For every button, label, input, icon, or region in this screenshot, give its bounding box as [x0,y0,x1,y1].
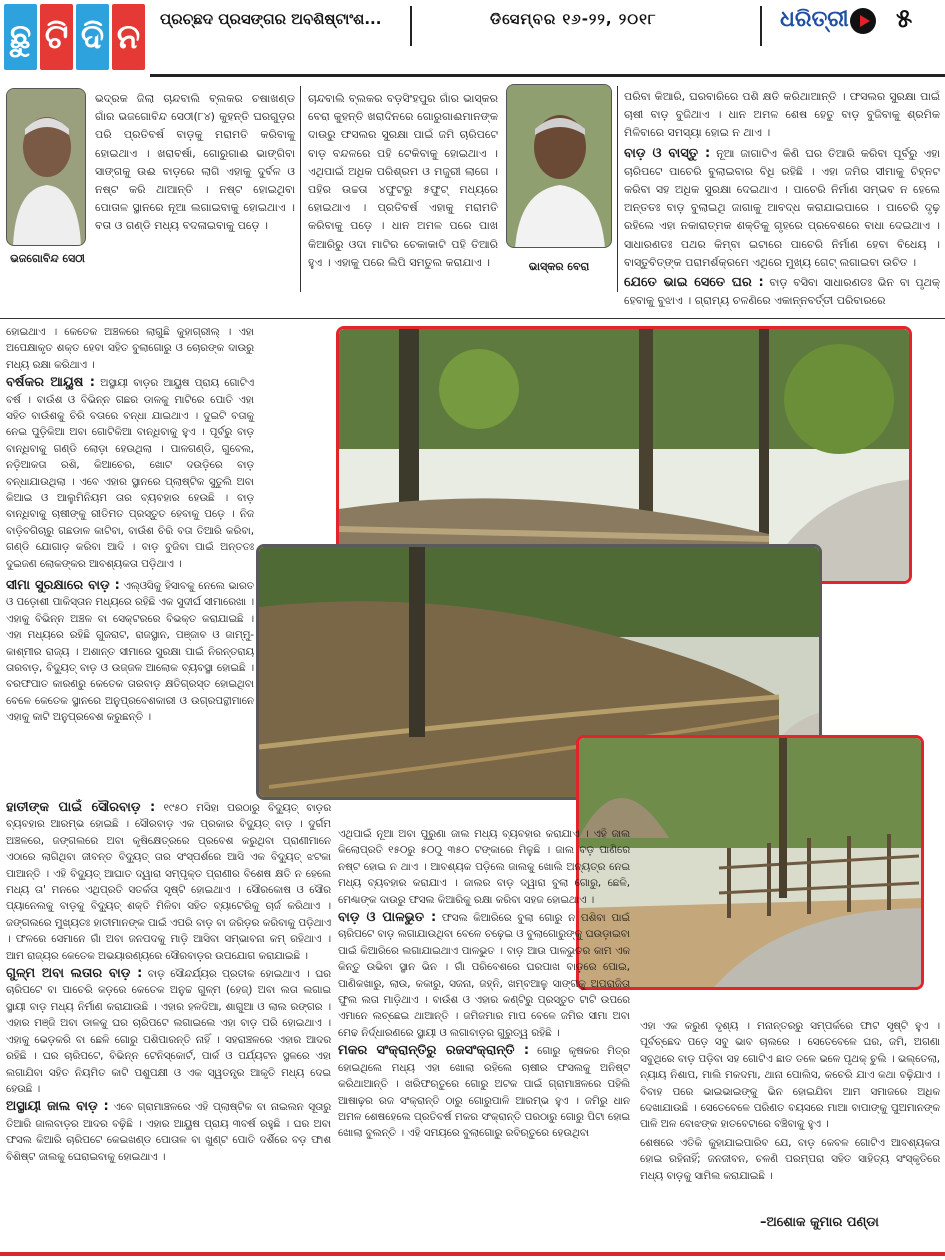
paragraph: ଗୋରୁ କୃଷକର ମିତ୍ର ହୋଇଥିଲେ ମଧ୍ୟ ଏହା ଖୋଲା ରହିଲେ ଚାଷୀର ଫସଲକୁ ଅନିଷ୍ଟ କରିଥାଆନ୍ତି । ଖରିଫଋତୁରେ ଗୋରୁ ଅଟକ ପାଇଁ ଗ୍ରାମାଞ୍ଚଳରେ ପହିଲି ଆଷାଢ଼ର ରଜ ସଂକ୍ରାନ୍ତି ଠାରୁ ଗୋରୁପାଳି ଆରମ୍ଭ ହୁଏ । ଜମିରୁ ଧାନ ଅମଳ ଶେଷହେଲେ ପ୍ରତିବର୍ଷ ମକର ସଂକ୍ରାନ୍ତି ପରଠାରୁ ଗୋରୁ ପିଟା ହୋଇ ଖୋଲା ବୁଲନ୍ତି । ଏହି ସମୟରେ ବୁଲାଗୋରୁ ରବିଋତୁରେ ହେଉଥିବା [338,1045,630,1140]
paragraph: ଭଦ୍ରକ ଜିଲା ଚାନ୍ଦବାଲି ବ୍ଲକର ଚଷାଖଣ୍ଡ ଗାଁର ଭଜଗୋବିନ୍ଦ ସେଠୀ(୮୪) କୁହନ୍ତି ଘରଗୁଡ଼ର ପରି ପ୍ରତିବର୍ଷ ବାଡ଼କୁ ମରାମତି କରିବାକୁ ହୋଇଥାଏ । ଖରାବର୍ଷା, ଗୋରୁଗାଈ ଭାଙ୍ଗିବା ସାଙ୍ଗକୁ ଉଈ ବାଡ଼ରେ ଲାଗି ଏହାକୁ ଦୁର୍ବଳ ଓ ନଷ୍ଟ କରି ଥାଆନ୍ତି । ନଷ୍ଟ ହୋଇଥିବା ପୋତାଳ ସ୍ଥାନରେ ନୂଆ ଲଗାଇବାକୁ ହୋଇଥାଏ । ବତା ଓ ଗଣ୍ଡି ମଧ୍ୟ ବଦଳାଇବାକୁ ପଡ଼େ । [95,92,295,233]
section-title: ପ୍ରଚ୍ଛଦ ପ୍ରସଙ୍ଗର ଅବଶିଷ୍ଟାଂଶ... [160,10,382,28]
article-column [6,578,254,728]
brand-tile: ଦି [76,4,109,70]
header-rule [150,74,945,77]
paragraph: ବାଡ଼ ବସିବା ସାଧାରଣତଃ ଭିନ ବା ପୃଥକ୍ ହେବାକୁ ବୁଝାଏ । ଗ୍ରାମ୍ୟ ଚଳଣିରେ ଏକାନ୍ନବର୍ତ୍ତୀ ପରିବାରରେ [624,276,940,308]
interview-text [308,90,498,274]
paragraph: ନୂଆ ଜାଗାଟିଏ କିଣି ଘର ତିଆରି କରିବା ପୂର୍ବରୁ ଏହା ଚାରିପଟେ ପାଚେରି ବୁଲାଇବାର ବିଧି ରହିଛି । ଏହା ଜମିର ସୀମାକୁ ଚିହ୍ନଟ କରିବା ସହ ଅଧିକ ସୁରକ୍ଷା ଦେଇଥାଏ । ପାଚେରି ନିର୍ମାଣ ସମ୍ଭବ ନ ହେଲେ ଅନ୍ତତଃ ବାଡ଼ ବୁଲାଇଥି ଜାଗାକୁ ଆବଦ୍ଧ କରାଯାଇପାରେ । ପାଚେରି ଦୃଢ଼ ରହିଲେ ଏହା ନକାରାତ୍ମକ ଶକ୍ତିକୁ ଗୃହରେ ପ୍ରବେଶରେ ବାଧା ଦେଇଥାଏ । ସାଧାରଣତଃ ପଥର କିମ୍ବା ଇଟାରେ ପାଚେରି ନିର୍ମାଣ ହେବା ବିଧେୟ । ବାସ୍ତୁବିତ୍ଙ୍କ ପରାମର୍ଶକ୍ରମେ ଏଥିରେ ମୁଖ୍ୟ ଗେଟ୍ ଲଗାଇବା ଉଚିତ । [624,146,941,269]
subhead: ଗୁଳ୍ମ ଅବା ଲତାର ବାଡ଼ : [6,966,143,982]
brand-tile: ଟି [40,4,73,70]
paragraph: ଏହା ଏକ କରୁଣ ଦୃଶ୍ୟ । ମନାନ୍ତରରୁ ସମ୍ପର୍କରେ ଫାଟ ସୃଷ୍ଟି ହୁଏ । ପୂର୍ବଚ୍ଛେଦ ପଡ଼େ ସବୁ ଭାବ ଚାଲରେ । ସେତେବେଳେ ଘର, ଜମି, ଅଗଣା ସବୁଥିରେ ବାଡ଼ ପଡ଼ିବା ସହ ଗୋଟିଏ ଛାତ ତଳେ ଭଳେ ପୃଥକ୍ ଚୁଲି । ଭଲ୍ତେଲା, ନ୍ୟାୟ ନିଶାପ, ମାଲି ମକଦମା, ଥାନା ପୋଲିସ, କଚେରି ଯାଏ କଥା ବଢ଼ିଯାଏ । ବିବାହ ପରେ ଭାଇଭାଇଙ୍କୁ ଭିନ ହୋଇଯିବା ଆମ ସମାଜରେ ଅଧିକ ଦେଖାଯାଉଛି । ସେତେବେଳେ ପରିଣତ ବୟସରେ ମାଆ ବାପାଙ୍କୁ ପୁଅମାନଙ୍କ ପାଳି ଅଳ ବୋଝଙ୍କ ହାତବେଟାରେ ବଞ୍ଚିବାକୁ ହୁଏ । [640,1020,940,1131]
brand-tile: ନ [112,4,145,70]
subhead: ବାଡ଼ ଓ ବାସ୍ତୁ : [624,145,711,161]
paragraph: ପରିବା କିଆରି, ଘରବାରିରେ ପଶି କ୍ଷତି କରିଥାଆନ୍ତି । ଫସଲର ସୁରକ୍ଷା ପାଇଁ ଚାଷୀ ବାଡ଼ ବୁଜିଥାଏ । ଧାନ ଅମଳ ଶେଷ ହେତୁ ବାଡ଼ ବୁଜିବାକୁ ଶ୍ରମିକ ମିଳିବାରେ ସମସ୍ୟା ହୋଇ ନ ଥାଏ । [624,90,940,140]
divider [410,6,412,46]
article-column [624,88,940,312]
paragraph: ଏଥିପାଇଁ ନୂଆ ଅବା ପୁରୁଣା ଜାଲ ମଧ୍ୟ ବ୍ୟବହାର କରାଯାଏ । ଏହି ଜାଲ କିଲୋପ୍ରତି ୧୫୦ରୁ ୫୦୦ୁ ୩୫୦ ଟଙ୍କାରେ ମିଳୁଛି । ଜାଲ ବଡ଼ ପାଣିରେ ନଷ୍ଟ ହୋଇ ନ ଥାଏ । ଆବଶ୍ୟକ ପଡ଼ିଲେ ଜାଲକୁ ଖୋଲି ଅନ୍ୟତ୍ର ନେଇ ମଧ୍ୟ ବ୍ୟବହାର କରାଯାଏ । ଜାଲର ବାଡ଼ ଦ୍ୱାରା ବୁଲା ଗୋରୁ, ଛେଳି, ମେଣ୍ଢାଙ୍କ ଦାଉରୁ ଫସଲ କିଆରିକୁ ରକ୍ଷା କରିବା ସହଜ ହୋଇଥାଏ । [338,828,630,906]
paragraph: ଫସଲ କିଆରିରେ ବୁଲା ଗୋରୁ ନ ପଶିବା ପାଇଁ ଚାରିପଟେ ବାଡ଼ ଲଗାଯାଉଥିବା ବେଳେ ଚଢ଼େଇ ଓ ବୁଲାଗୋରୁଙ୍କୁ ଘଉଡ଼ାଇବା ପାଇଁ କିଆରିରେ ଲଗାଯାଇଥାଏ ପାଳଭୁତ । ବାଡ଼ ଆଉ ପାଳଭୁତର କାମ ଏକ କିନ୍ତୁ ଉଭିବା ସ୍ଥାନ ଭିନ । ଗାଁ ପରିବେଶରେ ଘରପାଖ ବାଡ଼ରେ ପୋଇ, ପାଣିକଖାରୁ, ଲାଉ, କକାରୁ, ସଜନା, ଜହ୍ନି, ଖମ୍ବଆଳୁ ସାଙ୍ଗକୁ ଅପରାଜିତା ଫୁଲ ଲତା ମାଡ଼ିଥାଏ । ବାଉଁଶ ଓ ଏହାର କଣ୍ଟିରୁ ପ୍ରସ୍ତୁତ ଟାଟି ଉପରେ ଏମାନେ ଲଚ୍ଛେଇ ଥାଆନ୍ତି । ଜମିଜମାର ମାପ ବେଳେ ଜମିର ସୀମା ଅବା ମେଢ ନିର୍ଦ୍ଧାରଣରେ ସ୍ଥାୟୀ ଓ ଲଗାବାଡ଼ର ଗୁରୁତ୍ୱ ରହିଛି । [338,912,630,1039]
paragraph: ଶେଷରେ ଏତିକି କୁହାଯାଇପାରିବ ଯେ, ବାଡ଼ କେବଳ ଗୋଟିଏ ଆବଶ୍ୟକତା ହୋଇ ରହିନାହିଁ; ଜନଜୀବନ, ଚଳଣି ପରମ୍ପରା ସହିତ ସାହିତ୍ୟ ସଂସ୍କୃତିରେ ମଧ୍ୟ ବାଡ଼କୁ ସାମିଲ କରାଯାଇଛି । [640,1136,940,1182]
subhead: ବର୍ଷକର ଆୟୁଷ : [6,375,95,391]
paragraph: ଏଲ୍ଓସିକୁ ହିସାବକୁ ନେଲେ ଭାରତ ଓ ପଡ଼ୋଶୀ ପାକିସ୍ତାନ ମଧ୍ୟରେ ରହିଛି ଏକ ସୁଦୀର୍ଘ ସୀମାରେଖା । ଏହାକୁ ବିଭିନ୍ନ ଅଞ୍ଚଳ ବା ସେକ୍ଟରରେ ବିଭକ୍ତ କରାଯାଇଛି । ଏହା ମଧ୍ୟରେ ରହିଛି ଗୁଜରାଟ, ରାଜସ୍ଥାନ, ପଞ୍ଜାବ ଓ ଜାମ୍ମୁ-କାଶ୍ମୀର ରାଜ୍ୟ । ଅଶାନ୍ତ ସୀମାରେ ସୁରକ୍ଷା ପାଇଁ ନିରନ୍ତରାୟ ତାରବାଡ଼, ବିଦ୍ୟୁତ୍ ବାଡ଼ ଓ ଉଜ୍ଜଳ ଆଲୋକ ବ୍ୟବସ୍ଥା ହୋଇଛି । ବରଫପାତ କାରଣରୁ କେତେକ ତାରବାଡ଼ କ୍ଷତିଗ୍ରସ୍ତ ହୋଇଥିବା ବେଳେ କେତେକ ସ୍ଥାନରେ ଅନୁପ୍ରବେଶକାରୀ ଓ ଉଗ୍ରପନ୍ଥୀମାନେ ଏହାକୁ କାଟି ଅନୁପ୍ରବେଶ କରୁଛନ୍ତି । [6,580,254,724]
column-rule [617,86,618,292]
section-rule [0,318,945,319]
subhead: ହାତୀଙ୍କ ପାଇଁ ସୌରବାଡ଼ : [6,800,156,815]
article-column [6,800,331,1167]
issue-date: ଡିସେମ୍ବର ୧୬-୨୨, ୨୦୧୮ [490,10,657,28]
page-number: ୫ [896,4,913,34]
author-byline: –ଅଶୋକ କୁମାର ପଣ୍ଡା [760,1215,879,1230]
brand-tiles [4,4,145,70]
publication-logo: ଧରିତ୍ରୀ [780,6,849,32]
portrait-photo [6,88,86,246]
subhead: ଅସ୍ଥାୟୀ ଜାଲ ବାଡ଼ : [6,1099,109,1115]
paragraph: ଅସ୍ଥାୟୀ ବାଡ଼ର ଆୟୁଷ ପ୍ରାୟ ଗୋଟିଏ ବର୍ଷ । ବାଉଁଶ ଓ ବିଭିନ୍ନ ଗଛର ଡାଳକୁ ମାଟିରେ ପୋତି ଏହା ସହିତ ବାଉଁଶକୁ ଚିରି ବତାରେ ବନ୍ଧା ଯାଇଥାଏ । ଦୁଇଟି ବତାକୁ ନେଇ ପୁଡ଼ିକିଆ ଅବା ଗୋଟିକିଆ ବାନ୍ଧିବାକୁ ହୁଏ । ପୂର୍ବରୁ ବାଡ଼ ବାନ୍ଧିବାକୁ ଗଣ୍ଡି ଲୋଡ଼ା ହେଉଥିଲା । ପାଳଗଣ୍ଡି, ଗୁବେଲ, ନଡ଼ିଆକତା ରଶି, କିଆଚେର, ଖୋଟ ଦଉଡ଼ିରେ ବାଡ଼ ବନ୍ଧାଯାଉଥିଲା । ଏବେ ଏହାର ସ୍ଥାନରେ ପ୍ଲାଷ୍ଟିକ ସୁତୁଲି ଅବା କିଆଇ ଓ ଆଲୁମିନିୟମ ତାର ବ୍ୟବହାର ହେଉଛି । ବାଡ଼ ବାନ୍ଧିବାକୁ ଚାଷୀଙ୍କୁ ରୀତିମତ ପ୍ରସ୍ତୁତ ହେବାକୁ ପଡ଼େ । ନିଜ ବାଡ଼ିବଗିଚାରୁ ଗଛଡାଳ କାଟିବା, ବାଉଁଶ ଚିରି ବତା ତିଆରି କରିବା, ଗଣ୍ଡି ଯୋଗାଡ଼ କରିବା ଆଦି । ବାଡ଼ ବୁଜିବା ପାଇଁ ଅନ୍ତତଃ ଦୁଇଜଣ ଲୋକଙ୍କର ଆବଶ୍ୟକତା ପଡ଼ିଥାଏ । [6,377,254,570]
article-column [640,1018,940,1186]
paragraph: ଏବେ ଗ୍ରାମାଞ୍ଚଳରେ ଏହି ପ୍ଲାଷ୍ଟିକ ବା ନାଇଲନ ସୂତାରୁ ତିଆରି ଜାଲବାଡ଼ର ଆଦର ବଢ଼ିଛି । ଏହାର ଆୟୁଷ ପ୍ରାୟ ୩ବର୍ଷ ରହୁଛି । ଘର ଅବା ଫସଲ କିଆରି ଚାରିପଟେ କେଇଖଣ୍ଡ ପୋତାଳ ବା ଖୁଣ୍ଟ ପୋତି ଦର୍ଶିରେ ବଡ଼ ଫାଶ ବିଶିଷ୍ଟ ଜାଲକୁ ଘେରାଇବାକୁ ହୋଇଥାଏ । [6,1101,331,1163]
portrait-caption: ଭାସ୍କର ବେରା [528,260,590,273]
column-rule [300,86,301,292]
subhead: ବାଡ଼ ଓ ପାଳଭୁତ : [338,910,437,926]
portrait-photo [506,84,612,248]
paragraph: ହୋଇଥାଏ । କେତେକ ଅଞ୍ଚଳରେ ଲାଗୁଛି କୁହାଗ୍ରୀଲ୍ । ଏହା ଅପେକ୍ଷାକୃତ ଶକ୍ତ ହେବା ସହିତ ବୁଲାଗୋରୁ ଓ ଚୋରଙ୍କ ଦାଉରୁ ମଧ୍ୟ ରକ୍ଷା କରିଥାଏ । [6,326,254,371]
subhead: ଯେତେ ଭାଇ ସେତେ ଘର : [624,275,764,291]
interview-text [95,90,295,238]
article-column [6,324,254,574]
play-icon [850,8,876,34]
masthead [0,0,945,76]
paragraph: ୧୯୫୦ ମସିହା ପରଠାରୁ ବିଦ୍ୟୁତ୍ ବାଡ଼ର ବ୍ୟବହାର ଆରମ୍ଭ ହୋଇଛି । ସୌରବାଡ଼ ଏକ ପ୍ରକାର ବିଦ୍ୟୁତ୍ ବାଡ଼ । ଦୁର୍ଗମ ଅଞ୍ଚଳରେ, ଜଙ୍ଗଲରେ ଅବା କୃଷିକ୍ଷେତ୍ରରେ ପ୍ରବେଶ କରୁଥିବା ପ୍ରାଣୀମାନେ ଏଠାରେ ଲାଗିଥିବା ଜୀବନ୍ତ ବିଦ୍ୟୁତ୍ ତାର ସଂସ୍ପର୍ଶରେ ଆସି ଏକ ବିଦ୍ୟୁତ୍ ଝଟକା ପାଆନ୍ତି । ଏହି ବିଦ୍ୟୁତ୍ ଆଘାତ ଦ୍ୱାରା ସମ୍ପୃକ୍ତ ପ୍ରାଣୀର ବିଶେଷ କ୍ଷତି ନ ହେଲେ ମଧ୍ୟ ତା' ମନରେ ଏଥିପ୍ରତି ସତର୍କତା ସୃଷ୍ଟି ହୋଇଥାଏ । ସୌରକୋଷ ଓ ସୌର ପ୍ୟାନେଲକୁ ବାଡ଼କୁ ବିଦ୍ୟୁତ୍ ଶକ୍ତି ମିଳିବା ସହିତ ବ୍ୟାଟେରିକୁ ଚାର୍ଜ କରିଥାଏ । ଜଙ୍ଗଲରେ ମୁଖ୍ୟତଃ ହାତୀମାନଙ୍କ ପାଇଁ ଏପରି ବାଡ଼ ବା ଜରିଡ଼ର କରିବାକୁ ପଡ଼ିଥାଏ । ଫଳରେ ସେମାନେ ଗାଁ ଅବା ଜନପଦକୁ ମାଡ଼ି ଆସିବା ସମ୍ଭାବନା କମ୍ ରହିଥାଏ । ଆମ ରାଜ୍ୟର କେତେକ ଅଭୟାରଣ୍ୟରେ ସୌରବାଡ଼ର ଉପଯୋଗ କରାଯାଇଛି । [6,802,331,962]
divider [760,6,762,46]
brand-tile: ଛୁ [4,4,37,70]
subhead: ସୀମା ସୁରକ୍ଷାରେ ବାଡ଼ : [6,578,120,593]
portrait-caption: ଭଜଗୋବିନ୍ଦ ସେଠୀ [10,252,85,265]
paragraph: ବାଡ଼ ସୌନ୍ଦର୍ଯ୍ୟର ପ୍ରତୀକ ହୋଇଥାଏ । ଘର ଚାରିପଟେ ବା ପାଚେରି କଡ଼ରେ କେତେକ ଅନୁଚ୍ଚ ଗୁଳ୍ମ (ହେଜ୍) ଅବା ଲତା ଲଗାଇ ସ୍ଥାୟୀ ବାଡ଼ ମଧ୍ୟ ନିର୍ମାଣ କରାଯାଉଛି । ଏହାର ହଳଦିଆ, ଶାଗୁଆ ଓ ଲାଲ ରଙ୍ଗର । ଏହାର ମଞ୍ଜି ଅବା ଡାଳକୁ ଘର ଚାରିପଟେ ଲଗାଇଲେ ଏହା ବାଡ଼ ପରି ହୋଇଥାଏ । ଏହାକୁ ଭେଡ଼କରି ବା ଛେଳି ଗୋରୁ ପଶିପାରନ୍ତି ନାହିଁ । ସହରାଞ୍ଚଳରେ ଏହାର ଆଦର ରହିଛି । ଘର ଚାରିପଟେ, ବିଭିନ୍ନ ଟେନିସ୍କୋର୍ଟ, ପାର୍କ ଓ ପର୍ଯ୍ୟଟନ ସ୍ଥଳରେ ଏହା ଲଗାଯିବା ସହିତ ନିୟମିତ କାଟି ପଶୁପକ୍ଷୀ ଓ ଏକ ସ୍ୱତନ୍ତ୍ର ଆକୃତି ମଧ୍ୟ ଦେଇ ହେଉଛି । [6,968,331,1095]
paragraph: ଚାନ୍ଦବାଲି ବ୍ଲକର ବଡ଼ସିଂହପୁର ଗାଁର ଭାସ୍କର ବେରା କୁହନ୍ତି ଖରାଦିନରେ ଗୋରୁଗାଈମାନଙ୍କ ଦାଉରୁ ଫସଲର ସୁରକ୍ଷା ପାଇଁ ଜମି ଚାରିପଟେ ବାଡ଼ ବନ୍ଦଳରେ ପହି ଟେକିବାକୁ ହୋଇଥାଏ । ଏଥିପାଇଁ ଅଧିକ ପରିଶ୍ରମ ଓ ମଜୁରୀ ଲାଗେ । ପହିର ଉଚ୍ଚତା ୪ଫୁଟରୁ ୫ଫୁଟ୍ ମଧ୍ୟରେ ହୋଇଥାଏ । ପ୍ରତିବର୍ଷ ଏହାକୁ ମରାମତି କରିବାକୁ ପଡ଼େ । ଧାନ ଅମଳ ପରେ ପାଖ କିଆରିରୁ ଓଦା ମାଟିର ଚେକାକାଟି ପହି ତିଆରି ହୁଏ । ଏହାକୁ ପରେ ଲିପି ସମତୁଲ କରାଯାଏ । [308,92,498,269]
subhead: ମକର ସଂକ୍ରାନ୍ତିରୁ ରଜସଂକ୍ରାନ୍ତି : [338,1043,530,1059]
footer-bar [0,1252,945,1256]
article-column [338,826,630,1144]
